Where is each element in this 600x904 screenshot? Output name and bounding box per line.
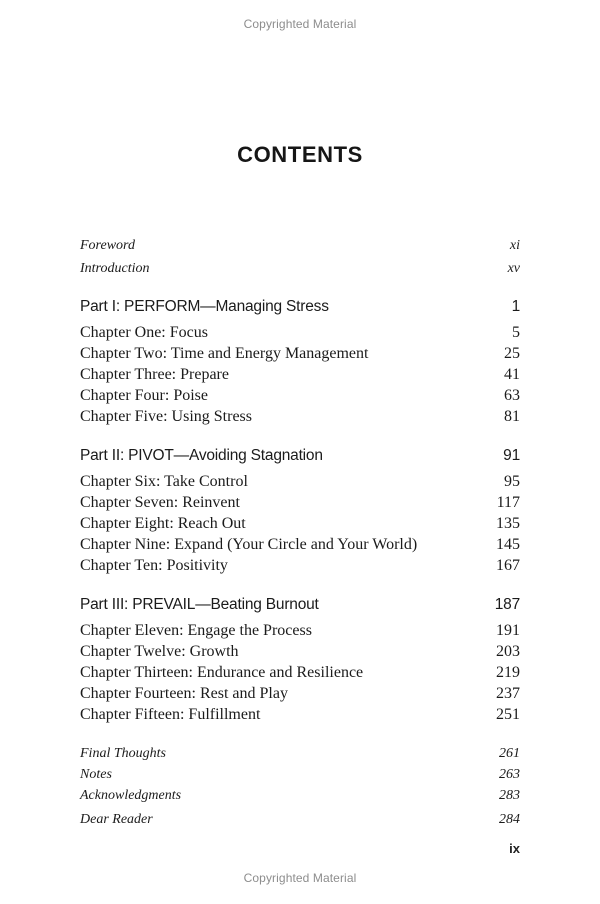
toc-entry-label: Foreword <box>80 238 135 253</box>
toc-part-2 <box>80 445 520 467</box>
toc-chapter <box>80 641 520 663</box>
toc-entry-final-thoughts <box>80 743 520 765</box>
toc-chapter-label: Chapter Two: Time and Energy Management <box>80 345 369 362</box>
toc-chapter-page: 203 <box>496 643 520 660</box>
toc-chapter-label: Chapter Five: Using Stress <box>80 408 252 425</box>
toc-chapter-label: Chapter Three: Prepare <box>80 366 229 383</box>
toc-chapter <box>80 406 520 428</box>
page-number: ix <box>509 841 520 856</box>
toc-chapter-page: 135 <box>496 515 520 532</box>
toc-chapter-label: Chapter Ten: Positivity <box>80 557 228 574</box>
toc-chapter-label: Chapter Fourteen: Rest and Play <box>80 685 288 702</box>
copyright-watermark-top: Copyrighted Material <box>243 17 357 31</box>
toc-chapter-page: 237 <box>496 685 520 702</box>
page-title: CONTENTS <box>237 142 363 167</box>
toc-part-label: Part II: PIVOT—Avoiding Stagnation <box>80 447 323 464</box>
toc-chapter-label: Chapter Eight: Reach Out <box>80 515 246 532</box>
toc-chapter-label: Chapter Nine: Expand (Your Circle and Your World) <box>80 536 418 553</box>
toc-chapter <box>80 555 520 577</box>
toc-chapter <box>80 385 520 407</box>
toc-entry-introduction <box>80 258 520 280</box>
toc-entry-acknowledgments <box>80 785 520 807</box>
toc-chapter-label: Chapter Seven: Reinvent <box>80 494 240 511</box>
toc-chapter <box>80 364 520 386</box>
toc-chapter <box>80 704 520 726</box>
toc-chapter <box>80 471 520 493</box>
toc-entry-page: xv <box>507 261 520 276</box>
toc-chapter-label: Chapter One: Focus <box>80 324 208 341</box>
toc-chapter-page: 219 <box>496 664 520 681</box>
toc-chapter <box>80 620 520 642</box>
toc-entry-label: Introduction <box>80 261 150 276</box>
toc-chapter-label: Chapter Fifteen: Fulfillment <box>80 706 261 723</box>
toc-part-1 <box>80 296 520 318</box>
toc-chapter-label: Chapter Eleven: Engage the Process <box>80 622 312 639</box>
toc-part-page: 1 <box>511 298 520 315</box>
toc-entry-notes <box>80 764 520 786</box>
toc-part-page: 187 <box>494 596 520 613</box>
toc-chapter-page: 117 <box>496 494 520 511</box>
toc-entry-page: 283 <box>499 788 520 803</box>
toc-chapter-label: Chapter Six: Take Control <box>80 473 248 490</box>
toc-entry-page: 284 <box>499 812 520 827</box>
toc-chapter-page: 81 <box>504 408 520 425</box>
copyright-watermark-bottom: Copyrighted Material <box>243 871 357 885</box>
toc-chapter <box>80 343 520 365</box>
toc-part-label: Part I: PERFORM—Managing Stress <box>80 298 329 315</box>
toc-chapter-label: Chapter Thirteen: Endurance and Resilience <box>80 664 364 681</box>
toc-chapter-page: 63 <box>504 387 520 404</box>
toc-chapter-page: 5 <box>512 324 520 341</box>
toc-entry-label: Dear Reader <box>80 812 153 827</box>
toc-part-page: 91 <box>503 447 520 464</box>
toc-chapter-page: 167 <box>496 557 520 574</box>
toc-entry-page: xi <box>509 238 520 253</box>
toc-chapter <box>80 513 520 535</box>
toc-entry-page: 261 <box>499 746 520 761</box>
toc-chapter-page: 25 <box>504 345 520 362</box>
toc-chapter-label: Chapter Twelve: Growth <box>80 643 239 660</box>
toc-chapter-page: 145 <box>496 536 520 553</box>
toc-entry-dear-reader <box>80 809 520 831</box>
toc-entry-foreword <box>80 235 520 257</box>
toc-chapter <box>80 662 520 684</box>
toc-part-3 <box>80 594 520 616</box>
toc-entry-label: Final Thoughts <box>80 746 166 761</box>
toc-entry-label: Notes <box>80 767 112 782</box>
toc-chapter <box>80 683 520 705</box>
toc-chapter <box>80 492 520 514</box>
toc-chapter <box>80 322 520 344</box>
toc-entry-label: Acknowledgments <box>80 788 182 803</box>
toc-part-label: Part III: PREVAIL—Beating Burnout <box>80 596 319 613</box>
toc-chapter-label: Chapter Four: Poise <box>80 387 208 404</box>
toc-chapter <box>80 534 520 556</box>
toc-chapter-page: 191 <box>496 622 520 639</box>
toc-chapter-page: 95 <box>504 473 520 490</box>
toc-chapter-page: 41 <box>504 366 520 383</box>
toc-entry-page: 263 <box>499 767 520 782</box>
toc-chapter-page: 251 <box>496 706 520 723</box>
